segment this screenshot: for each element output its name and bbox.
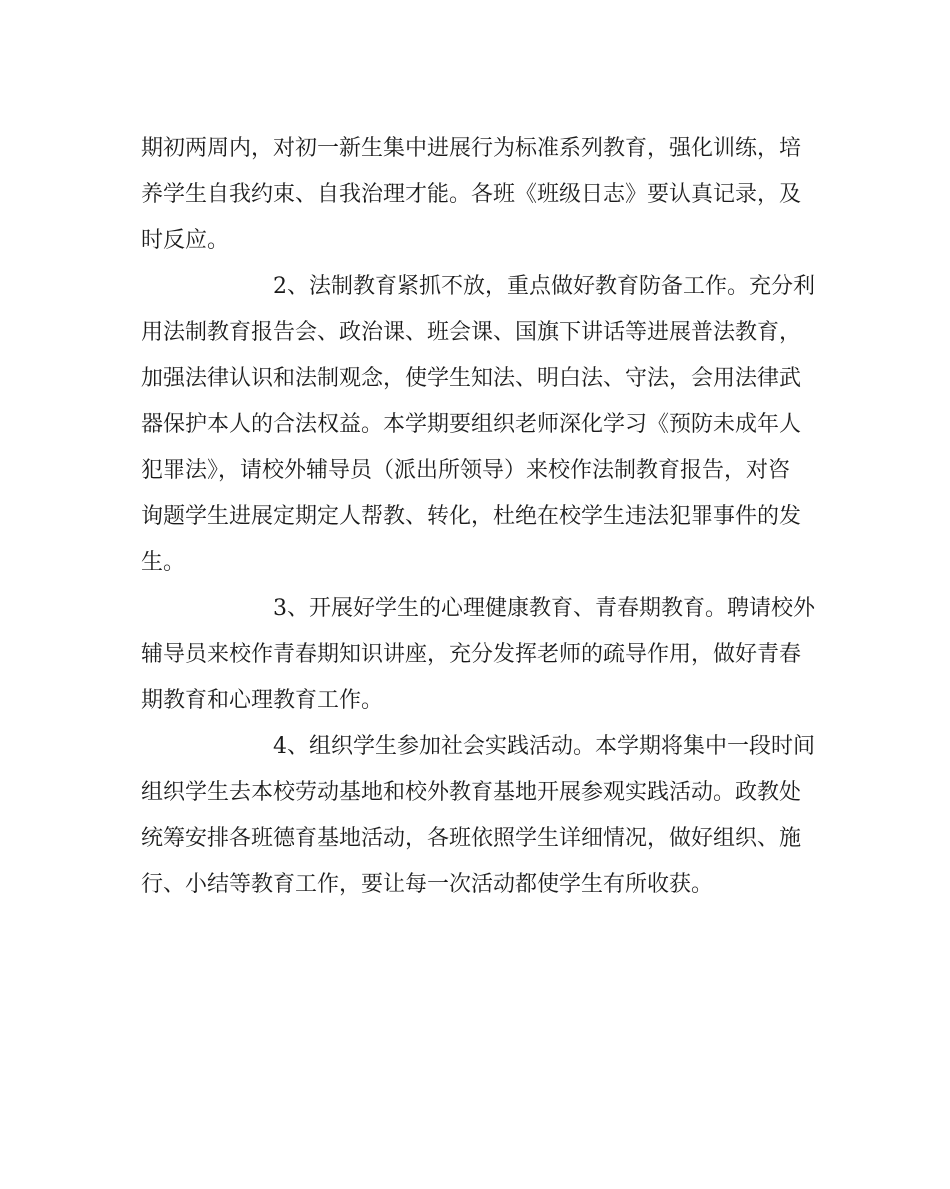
- text-line: 期教育和心理教育工作。: [141, 688, 384, 713]
- text-line: 犯罪法》，请校外辅导员（派出所领导）来校作法制教育报告，对咨: [141, 458, 791, 483]
- text-line: 期初两周内，对初一新生集中进展行为标准系列教育，强化训练，培: [141, 136, 802, 161]
- text-line: 组织学生去本校劳动基地和校外教育基地开展参观实践活动。政教处: [141, 780, 802, 805]
- text-line: 生。: [141, 550, 186, 575]
- text-line: 辅导员来校作青春期知识讲座，充分发挥老师的疏导作用，做好青春: [141, 642, 802, 667]
- text-line: 统筹安排各班德育基地活动，各班依照学生详细情况，做好组织、施: [141, 826, 802, 851]
- paragraph-item-3: [141, 586, 815, 724]
- text-line: 用法制教育报告会、政治课、班会课、国旗下讲话等进展普法教育，: [141, 320, 802, 345]
- text-line: 加强法律认识和法制观念，使学生知法、明白法、守法，会用法律武: [141, 366, 802, 391]
- text-line: 3、开展好学生的心理健康教育、青春期教育。聘请校外: [273, 596, 815, 621]
- paragraph-item-2: [141, 264, 815, 586]
- text-line: 行、小结等教育工作，要让每一次活动都使学生有所收获。: [141, 872, 714, 897]
- text-line: 询题学生进展定期定人帮教、转化，杜绝在校学生违法犯罪事件的发: [141, 504, 802, 529]
- text-line: 养学生自我约束、自我治理才能。各班《班级日志》要认真记录，及: [141, 182, 802, 207]
- text-line: 时反应。: [141, 228, 230, 253]
- text-line: 4、组织学生参加社会实践活动。本学期将集中一段时间: [273, 734, 815, 759]
- paragraph-item-4: [141, 724, 815, 908]
- text-line: 2、法制教育紧抓不放，重点做好教育防备工作。充分利: [273, 274, 815, 299]
- paragraph-intro: [141, 126, 807, 264]
- document-body: [141, 126, 815, 908]
- text-line: 器保护本人的合法权益。本学期要组织老师深化学习《预防未成年人: [141, 412, 802, 437]
